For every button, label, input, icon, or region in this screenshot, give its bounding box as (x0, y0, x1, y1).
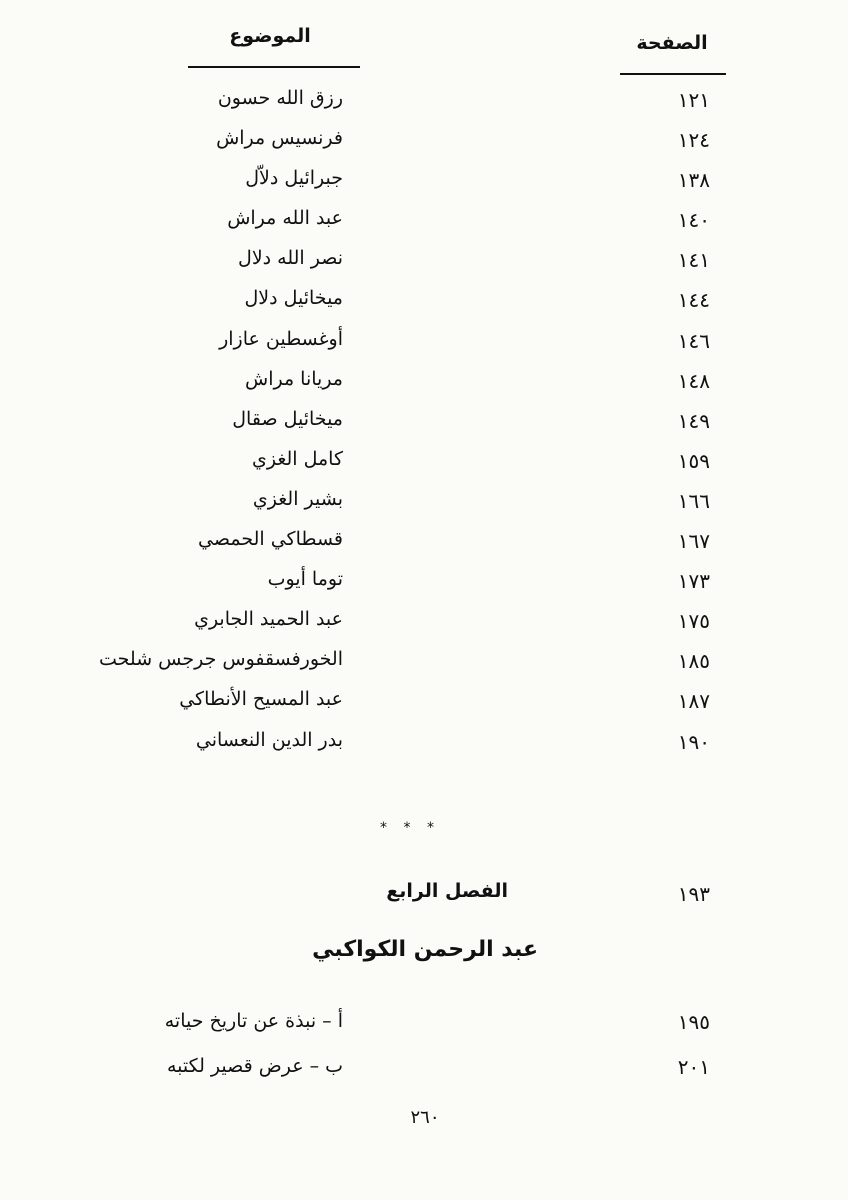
entry-title: عبد المسيح الأنطاكي (179, 688, 343, 711)
chapter-item-title: ب – عرض قصير لكتبه (166, 1055, 343, 1077)
entry-page-number: ١٦٧ (677, 529, 710, 554)
toc-entry (0, 120, 848, 160)
chapter-title: الفصل الرابع (386, 880, 508, 902)
toc-entry (0, 321, 848, 361)
entry-title: عبد الحميد الجابري (194, 608, 343, 631)
entry-title: جبرائيل دلاّل (245, 167, 343, 190)
entry-page-number: ١٤٠ (677, 208, 710, 233)
toc-entry (0, 200, 848, 240)
toc-entry (0, 521, 848, 561)
chapter-subtitle: عبد الرحمن الكواكبي (312, 937, 538, 962)
entry-title: أوغسطين عازار (219, 327, 343, 350)
entry-title: نصر الله دلال (238, 247, 343, 270)
toc-entry (0, 401, 848, 441)
entry-title: ميخائيل صقال (232, 407, 343, 430)
entry-title: الخورفسقفوس جرجس شلحت (99, 648, 343, 671)
entry-page-number: ١٨٧ (677, 689, 710, 714)
toc-entry (0, 561, 848, 601)
entry-page-number: ١٧٣ (677, 569, 710, 594)
toc-entry (0, 481, 848, 521)
entry-page-number: ١٩٠ (677, 729, 710, 754)
entry-page-number: ١٢٤ (677, 128, 710, 153)
entry-page-number: ١٤٨ (677, 368, 710, 393)
topic-column-header: الموضوع (229, 25, 311, 47)
entry-title: ميخائيل دلال (244, 287, 343, 310)
chapter-item-page-number: ٢٠١ (677, 1055, 710, 1079)
entry-title: مريانا مراش (245, 367, 343, 390)
entry-title: عبد الله مراش (227, 207, 343, 230)
toc-entry (0, 240, 848, 280)
entry-title: توما أيوب (267, 568, 343, 591)
chapter-item-title: أ – نبذة عن تاريخ حياته (164, 1010, 343, 1032)
toc-entry (0, 361, 848, 401)
toc-entry (0, 722, 848, 762)
entry-page-number: ١٣٨ (677, 168, 710, 193)
entry-page-number: ١٥٩ (677, 448, 710, 473)
page-column-header: الصفحة (636, 32, 708, 54)
toc-entry (0, 160, 848, 200)
entry-page-number: ١٧٥ (677, 609, 710, 634)
toc-entry (0, 280, 848, 320)
entry-page-number: ١٦٦ (677, 488, 710, 513)
entry-page-number: ١٤٤ (677, 288, 710, 313)
chapter-item (0, 1055, 848, 1095)
entry-title: رزق الله حسون (217, 87, 343, 109)
chapter-page-number: ١٩٣ (677, 882, 710, 906)
toc-entry (0, 641, 848, 681)
entry-title: فرنسيس مراش (216, 127, 343, 150)
toc-entry (0, 80, 848, 120)
entry-page-number: ١٤٩ (677, 408, 710, 433)
chapter-item (0, 1010, 848, 1050)
entry-page-number: ١٢١ (677, 88, 710, 112)
toc-entry (0, 681, 848, 721)
page-number: ٢٦٠ (410, 1107, 440, 1128)
toc-entry-list (0, 80, 848, 762)
entry-title: قسطاكي الحمصي (198, 528, 343, 551)
section-separator: * * * (380, 820, 440, 836)
page-header-underline (620, 73, 726, 75)
entry-page-number: ١٤١ (677, 248, 710, 273)
chapter-item-page-number: ١٩٥ (677, 1010, 710, 1034)
entry-title: كامل الغزي (251, 447, 343, 470)
toc-entry (0, 441, 848, 481)
entry-page-number: ١٤٦ (677, 328, 710, 353)
entry-title: بشير الغزي (252, 487, 343, 510)
toc-entry (0, 601, 848, 641)
entry-page-number: ١٨٥ (677, 649, 710, 674)
topic-header-underline (188, 66, 360, 68)
entry-title: بدر الدين النعساني (195, 728, 343, 751)
